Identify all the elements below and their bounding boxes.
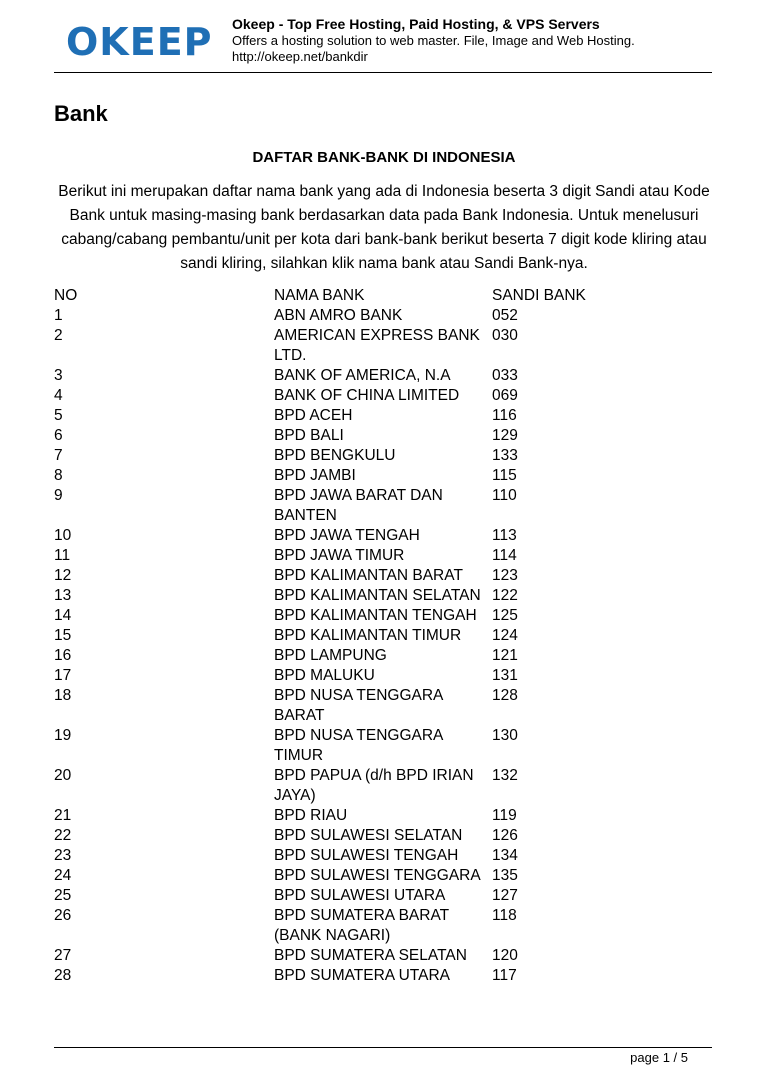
bank-name-link[interactable]: BPD LAMPUNG: [274, 647, 387, 664]
bank-code-link[interactable]: 115: [492, 467, 517, 484]
row-no: 19: [54, 727, 72, 744]
bank-name-link[interactable]: BPD SULAWESI TENGGARA: [274, 867, 481, 884]
intro-paragraph: [54, 180, 714, 276]
row-no: 16: [54, 647, 72, 664]
bank-code-link[interactable]: 110: [492, 487, 517, 504]
bank-code-link[interactable]: 118: [492, 907, 517, 924]
okeep-logo[interactable]: OKEEP: [66, 20, 213, 64]
table-row: [54, 306, 602, 326]
row-no: 17: [54, 667, 72, 684]
bank-name-link[interactable]: BPD MALUKU: [274, 667, 375, 684]
row-no: 11: [54, 547, 71, 564]
row-no: 22: [54, 827, 72, 844]
bank-code-link[interactable]: 052: [492, 307, 518, 324]
bank-name-link[interactable]: AMERICAN EXPRESS BANK LTD.: [274, 327, 480, 364]
bank-code-link[interactable]: 126: [492, 827, 518, 844]
table-row: [54, 426, 602, 446]
intro-line: Bank untuk masing-masing bank berdasarkan data pada Bank Indonesia. Untuk menelusuri: [69, 207, 699, 224]
bank-code-link[interactable]: 133: [492, 447, 518, 464]
site-title: Okeep - Top Free Hosting, Paid Hosting, & VPS Servers: [232, 16, 600, 32]
table-row: [54, 686, 602, 726]
table-row: [54, 806, 602, 826]
bank-name-link[interactable]: BPD SULAWESI UTARA: [274, 887, 446, 904]
bank-code-link[interactable]: 134: [492, 847, 518, 864]
table-row: [54, 386, 602, 406]
bank-code-link[interactable]: 123: [492, 567, 518, 584]
bank-name-link[interactable]: ABN AMRO BANK: [274, 307, 403, 324]
bank-name-link[interactable]: BPD JAWA TIMUR: [274, 547, 405, 564]
bank-name-link[interactable]: BPD PAPUA (d/h BPD IRIAN JAYA): [274, 767, 474, 804]
row-no: 4: [54, 387, 63, 404]
table-row: [54, 466, 602, 486]
bank-name-link[interactable]: BPD RIAU: [274, 807, 348, 824]
bank-code-link[interactable]: 135: [492, 867, 518, 884]
table-row: [54, 906, 602, 946]
bank-code-link[interactable]: 122: [492, 587, 518, 604]
table-row: [54, 566, 602, 586]
table-row: [54, 586, 602, 606]
bank-code-link[interactable]: 124: [492, 627, 518, 644]
row-no: 14: [54, 607, 72, 624]
row-no: 12: [54, 567, 72, 584]
row-no: 26: [54, 907, 72, 924]
bank-code-link[interactable]: 114: [492, 547, 517, 564]
table-row: [54, 846, 602, 866]
bank-name-link[interactable]: BPD KALIMANTAN TIMUR: [274, 627, 462, 644]
bank-name-link[interactable]: BPD BENGKULU: [274, 447, 396, 464]
table-row: [54, 406, 602, 426]
site-description: Offers a hosting solution to web master. File, Image and Web Hosting.: [232, 33, 635, 48]
bank-code-link[interactable]: 132: [492, 767, 518, 784]
bank-name-link[interactable]: BANK OF CHINA LIMITED: [274, 387, 460, 404]
row-no: 8: [54, 467, 63, 484]
bank-rows: [54, 306, 602, 986]
bank-name-link[interactable]: BPD SULAWESI SELATAN: [274, 827, 463, 844]
bank-name-link[interactable]: BPD SUMATERA UTARA: [274, 967, 450, 984]
bank-code-link[interactable]: 120: [492, 947, 518, 964]
table-row: [54, 646, 602, 666]
bank-code-link[interactable]: 119: [492, 807, 517, 824]
table-row: [54, 546, 602, 566]
header-name: NAMA BANK: [274, 287, 365, 304]
header-no: NO: [54, 287, 78, 304]
bank-code-link[interactable]: 033: [492, 367, 518, 384]
bank-code-link[interactable]: 121: [492, 647, 518, 664]
bank-code-link[interactable]: 128: [492, 687, 518, 704]
site-url[interactable]: http://okeep.net/bankdir: [232, 49, 368, 64]
page-number: page 1 / 5: [630, 1050, 688, 1065]
intro-line: Berikut ini merupakan daftar nama bank yang ada di Indonesia beserta 3 digit Sandi atau Kode: [58, 183, 710, 200]
intro-line: sandi kliring, silahkan klik nama bank atau Sandi Bank-nya.: [180, 255, 588, 272]
row-no: 23: [54, 847, 72, 864]
row-no: 20: [54, 767, 72, 784]
row-no: 18: [54, 687, 72, 704]
table-row: [54, 446, 602, 466]
row-no: 27: [54, 947, 72, 964]
table-row: [54, 666, 602, 686]
table-row: [54, 526, 602, 546]
bank-name-link[interactable]: BPD KALIMANTAN TENGAH: [274, 607, 477, 624]
row-no: 1: [54, 307, 63, 324]
row-no: 3: [54, 367, 63, 384]
table-row: [54, 486, 602, 526]
row-no: 21: [54, 807, 72, 824]
bank-code-link[interactable]: 131: [492, 667, 518, 684]
row-no: 5: [54, 407, 63, 424]
bank-name-link[interactable]: BPD JAWA BARAT DAN BANTEN: [274, 487, 443, 524]
bank-name-link[interactable]: BPD JAWA TENGAH: [274, 527, 420, 544]
intro-line: cabang/cabang pembantu/unit per kota dari bank-bank berikut beserta 7 digit kode kliring atau: [61, 231, 707, 248]
bank-name-link[interactable]: BPD SULAWESI TENGAH: [274, 847, 459, 864]
site-header: [232, 15, 635, 65]
bank-name-link[interactable]: BPD KALIMANTAN BARAT: [274, 567, 463, 584]
bank-name-link[interactable]: BPD NUSA TENGGARA BARAT: [274, 687, 443, 724]
bank-code-link[interactable]: 117: [492, 967, 517, 984]
row-no: 28: [54, 967, 72, 984]
bank-code-link[interactable]: 113: [492, 527, 517, 544]
table-row: [54, 366, 602, 386]
table-row: [54, 866, 602, 886]
bank-code-link[interactable]: 116: [492, 407, 517, 424]
table-header-row: [54, 286, 602, 306]
row-no: 13: [54, 587, 72, 604]
bank-table: [54, 286, 602, 986]
table-row: [54, 886, 602, 906]
bank-code-link[interactable]: 129: [492, 427, 518, 444]
bank-name-link[interactable]: BPD NUSA TENGGARA TIMUR: [274, 727, 443, 764]
row-no: 7: [54, 447, 63, 464]
footer-divider: [54, 1047, 712, 1048]
table-row: [54, 326, 602, 366]
bank-code-link[interactable]: 127: [492, 887, 518, 904]
table-row: [54, 726, 602, 766]
bank-code-link[interactable]: 069: [492, 387, 518, 404]
row-no: 10: [54, 527, 72, 544]
bank-name-link[interactable]: BPD BALI: [274, 427, 344, 444]
row-no: 25: [54, 887, 72, 904]
row-no: 6: [54, 427, 63, 444]
bank-name-link[interactable]: BPD SUMATERA SELATAN: [274, 947, 467, 964]
row-no: 2: [54, 327, 63, 344]
bank-name-link[interactable]: BPD SUMATERA BARAT (BANK NAGARI): [274, 907, 449, 944]
table-row: [54, 826, 602, 846]
bank-name-link[interactable]: BANK OF AMERICA, N.A: [274, 367, 451, 384]
page-heading: Bank: [54, 101, 108, 126]
bank-code-link[interactable]: 030: [492, 327, 518, 344]
document-subtitle: DAFTAR BANK-BANK DI INDONESIA: [252, 149, 516, 166]
table-row: [54, 626, 602, 646]
table-row: [54, 966, 602, 986]
row-no: 24: [54, 867, 72, 884]
bank-name-link[interactable]: BPD JAMBI: [274, 467, 356, 484]
header-code: SANDI BANK: [492, 287, 586, 304]
row-no: 9: [54, 487, 63, 504]
bank-name-link[interactable]: BPD ACEH: [274, 407, 353, 424]
table-row: [54, 606, 602, 626]
header-divider: [54, 72, 712, 73]
bank-name-link[interactable]: BPD KALIMANTAN SELATAN: [274, 587, 481, 604]
table-row: [54, 946, 602, 966]
table-row: [54, 766, 602, 806]
bank-code-link[interactable]: 125: [492, 607, 518, 624]
row-no: 15: [54, 627, 72, 644]
bank-code-link[interactable]: 130: [492, 727, 518, 744]
